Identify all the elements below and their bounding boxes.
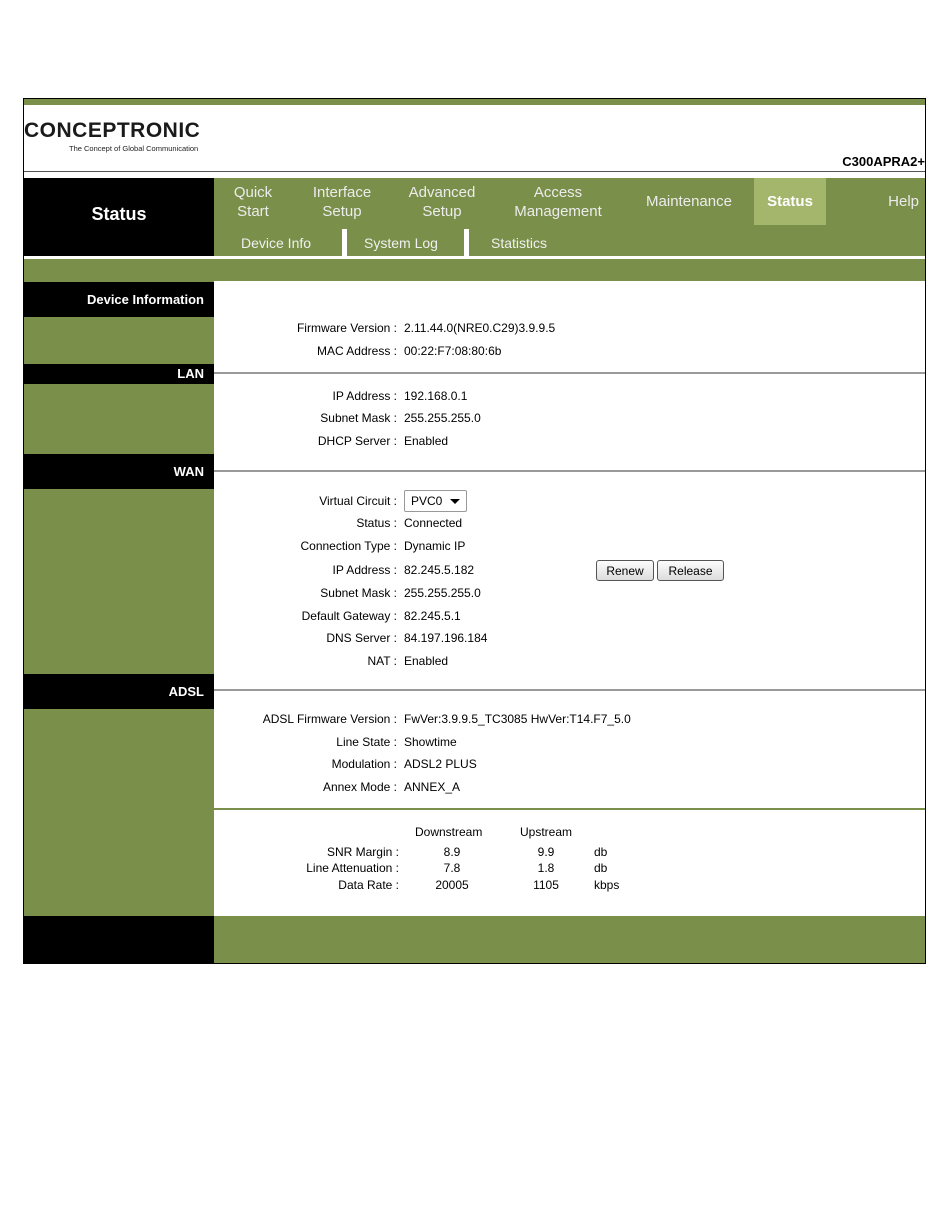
lan-ip-value: 192.168.0.1 xyxy=(404,389,468,403)
subtab-statistics[interactable]: Statistics xyxy=(491,235,548,251)
dns-label: DNS Server : xyxy=(326,631,397,645)
tab-maintenance[interactable] xyxy=(624,178,754,225)
virtual-circuit-select[interactable] xyxy=(404,490,467,512)
attenuation-upstream: 1.8 xyxy=(537,861,555,875)
lan-mask-label: Subnet Mask : xyxy=(320,411,397,425)
tab-label-line2: Setup xyxy=(322,202,362,220)
section-divider xyxy=(214,372,925,374)
snr-label: SNR Margin : xyxy=(326,845,399,859)
tab-label-line1: Quick xyxy=(233,183,273,201)
wan-ip-label: IP Address : xyxy=(332,563,397,577)
tab-label: Status xyxy=(767,193,813,210)
section-title: Status xyxy=(91,204,147,224)
dhcp-label: DHCP Server : xyxy=(317,434,397,448)
chevron-down-icon xyxy=(450,499,460,504)
tab-label-line1: Access xyxy=(533,183,583,201)
adsl-fw-label: ADSL Firmware Version : xyxy=(262,712,397,726)
mac-label: MAC Address : xyxy=(316,344,397,358)
dhcp-value: Enabled xyxy=(404,434,449,448)
data-rate-downstream: 20005 xyxy=(435,878,469,892)
wan-status-value: Connected xyxy=(404,516,463,530)
top-band xyxy=(24,99,925,105)
wan-status-label: Status : xyxy=(356,516,397,530)
release-button[interactable]: Release xyxy=(657,560,724,581)
stats-divider xyxy=(214,808,925,810)
annex-label: Annex Mode : xyxy=(322,780,397,794)
tab-label: Help xyxy=(888,193,919,210)
mac-value: 00:22:F7:08:80:6b xyxy=(404,344,502,358)
header-divider xyxy=(24,171,925,172)
firmware-value: 2.11.44.0(NRE0.C29)3.9.9.5 xyxy=(404,321,556,335)
tab-label: Maintenance xyxy=(646,193,732,210)
subtab-system-log[interactable]: System Log xyxy=(364,235,438,251)
data-rate-upstream: 1105 xyxy=(533,878,559,892)
data-rate-label: Data Rate : xyxy=(338,878,399,892)
annex-value: ANNEX_A xyxy=(404,780,461,794)
line-state-value: Showtime xyxy=(404,735,457,749)
footer-left xyxy=(24,916,214,963)
data-rate-unit: kbps xyxy=(594,878,620,892)
subtab-device-info[interactable]: Device Info xyxy=(241,235,312,251)
wan-mask-label: Subnet Mask : xyxy=(320,586,397,600)
snr-downstream: 8.9 xyxy=(443,845,461,859)
main-nav xyxy=(214,178,925,225)
wan-ip-value: 82.245.5.182 xyxy=(404,563,475,577)
attenuation-downstream: 7.8 xyxy=(443,861,461,875)
gateway-value: 82.245.5.1 xyxy=(404,609,461,623)
brand-tagline: The Concept of Global Communication xyxy=(69,144,199,153)
section-divider xyxy=(214,470,925,472)
lan-mask-value: 255.255.255.0 xyxy=(404,411,481,425)
section-adsl: ADSL xyxy=(24,674,214,709)
subtab-separator xyxy=(464,229,469,256)
section-lan: LAN xyxy=(24,364,214,384)
line-state-label: Line State : xyxy=(336,735,397,749)
conn-type-value: Dynamic IP xyxy=(404,539,466,553)
vc-label: Virtual Circuit : xyxy=(319,494,397,508)
tab-access-management[interactable] xyxy=(492,178,624,225)
sub-nav xyxy=(214,225,925,256)
vc-selected-value: PVC0 xyxy=(411,494,443,508)
footer-right xyxy=(214,916,925,963)
gateway-label: Default Gateway : xyxy=(301,609,397,623)
section-device-information: Device Information xyxy=(24,282,214,317)
tab-label-line2: Start xyxy=(237,202,269,220)
section-divider xyxy=(214,689,925,691)
tab-interface-setup[interactable] xyxy=(292,178,392,225)
router-admin-frame xyxy=(23,98,926,964)
content-top-band xyxy=(24,259,925,281)
upstream-header: Upstream xyxy=(520,825,573,839)
section-wan: WAN xyxy=(24,454,214,489)
tab-label-line2: Management xyxy=(514,202,602,220)
modulation-label: Modulation : xyxy=(331,757,397,771)
tab-advanced-setup[interactable] xyxy=(392,178,492,225)
tab-label-line2: Setup xyxy=(422,202,462,220)
model-name: C300APRA2+ xyxy=(842,154,925,169)
modulation-value: ADSL2 PLUS xyxy=(404,757,477,771)
brand-logo: CONCEPTRONIC xyxy=(24,119,201,142)
wan-mask-value: 255.255.255.0 xyxy=(404,586,481,600)
adsl-fw-value: FwVer:3.9.9.5_TC3085 HwVer:T14.F7_5.0 xyxy=(404,712,631,726)
tab-label-line1: Advanced xyxy=(408,183,476,201)
conn-type-label: Connection Type : xyxy=(300,539,397,553)
subtab-separator xyxy=(342,229,347,256)
attenuation-label: Line Attenuation : xyxy=(306,861,399,875)
nat-label: NAT : xyxy=(367,654,397,668)
attenuation-unit: db xyxy=(594,861,608,875)
snr-unit: db xyxy=(594,845,608,859)
tab-status[interactable] xyxy=(754,178,826,225)
nat-value: Enabled xyxy=(404,654,449,668)
snr-upstream: 9.9 xyxy=(537,845,555,859)
tab-label-line1: Interface xyxy=(312,183,372,201)
section-title-panel xyxy=(24,178,214,256)
downstream-header: Downstream xyxy=(415,825,483,839)
tab-help[interactable] xyxy=(826,178,925,225)
dns-value: 84.197.196.184 xyxy=(404,631,488,645)
renew-button[interactable]: Renew xyxy=(596,560,654,581)
lan-ip-label: IP Address : xyxy=(332,389,397,403)
tab-quick-start[interactable] xyxy=(214,178,292,225)
firmware-label: Firmware Version : xyxy=(296,321,397,335)
